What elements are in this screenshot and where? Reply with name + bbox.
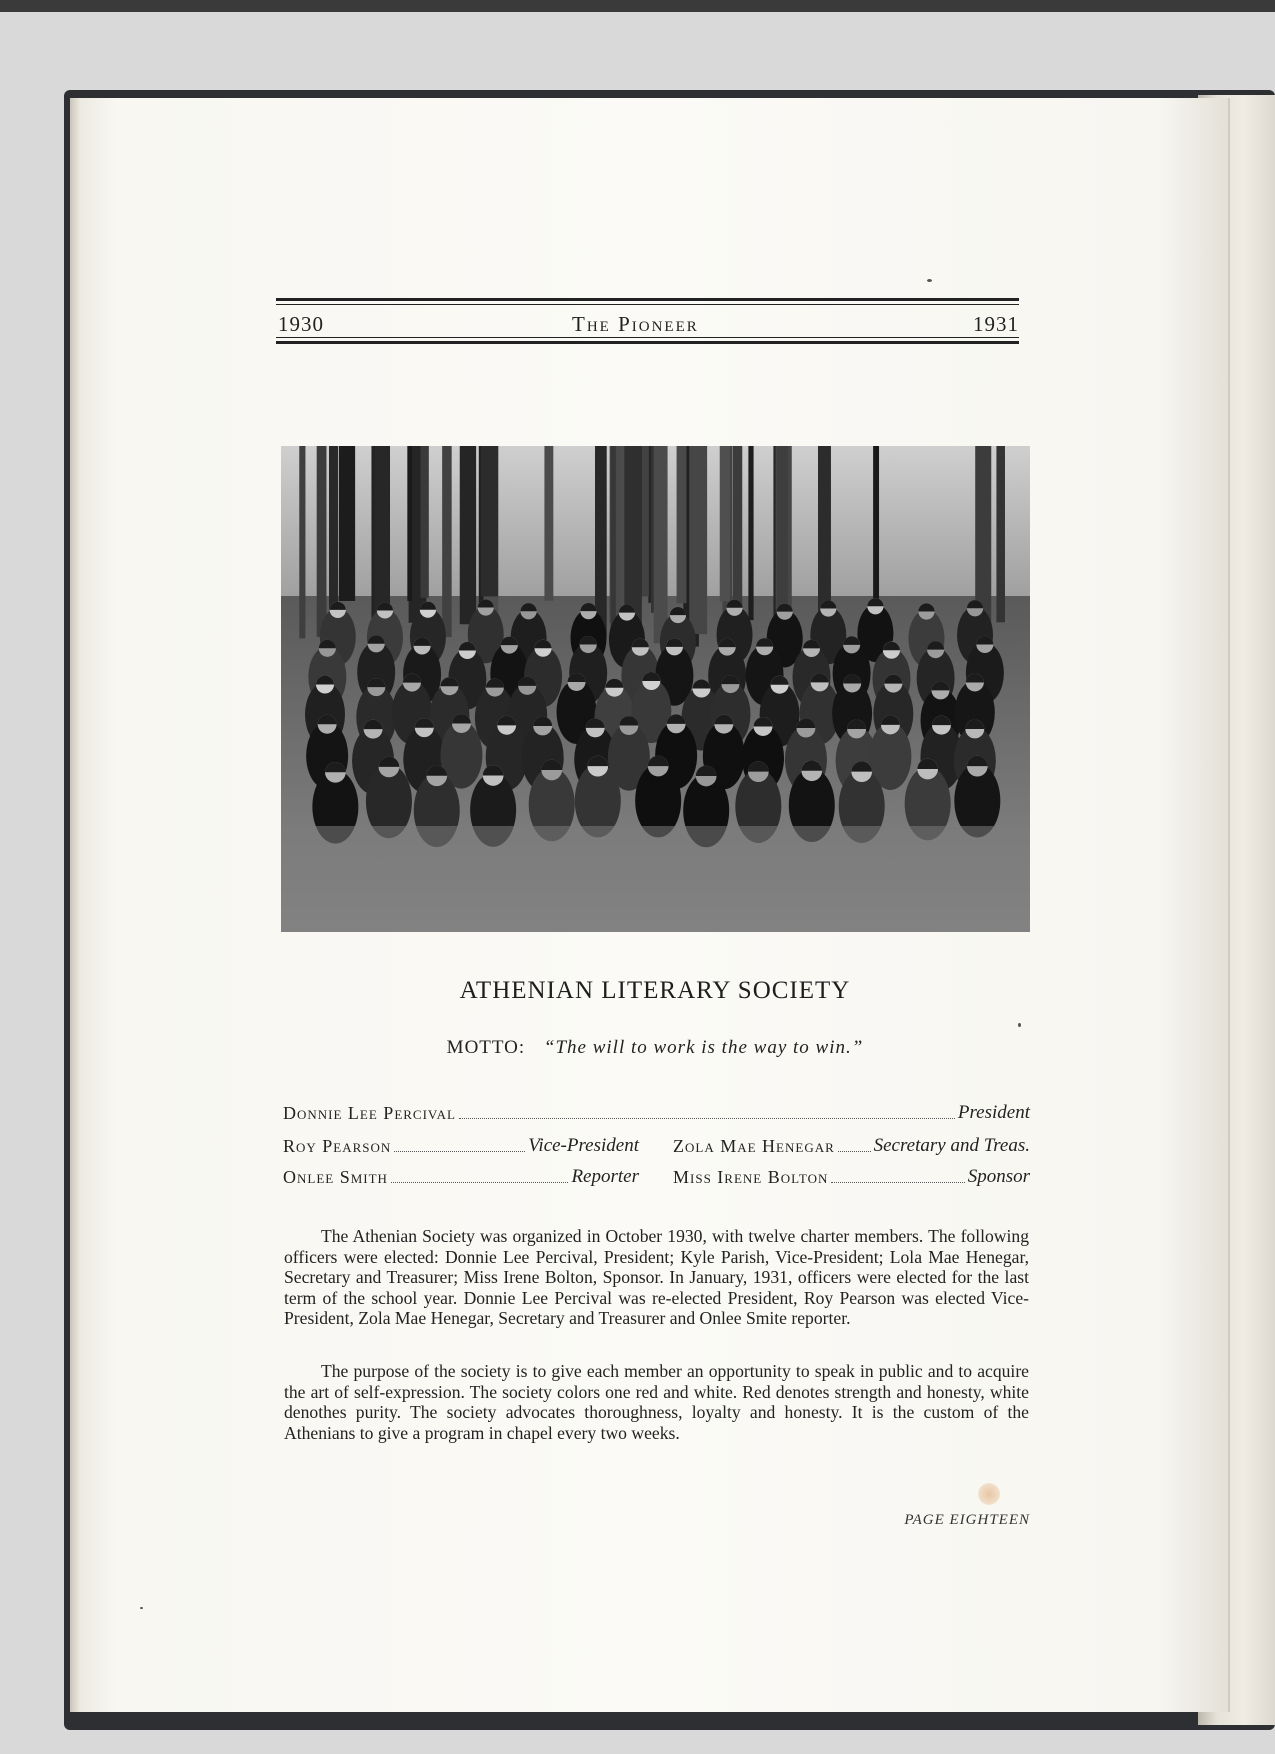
motto-label: MOTTO: xyxy=(446,1037,526,1058)
tree-trunk xyxy=(595,446,607,636)
officer-secretary xyxy=(673,1133,1030,1157)
header-year-left: 1930 xyxy=(278,312,324,336)
leader-dots xyxy=(394,1151,525,1152)
header-rule-top-2 xyxy=(276,304,1019,305)
tree-trunk xyxy=(544,446,553,601)
header-title: The Pioneer xyxy=(572,312,699,336)
group-photo xyxy=(281,446,1030,932)
society-title: ATHENIAN LITERARY SOCIETY xyxy=(459,977,851,1004)
tree-trunk xyxy=(421,446,429,598)
tree-trunk xyxy=(329,446,338,610)
officer-role: President xyxy=(957,1102,1030,1123)
group-photo-icon xyxy=(281,446,1030,932)
officer-name: Miss Irene Bolton xyxy=(673,1167,829,1187)
tree-trunk xyxy=(720,446,730,601)
page-number: PAGE EIGHTEEN xyxy=(904,1512,1030,1528)
leader-dots xyxy=(459,1118,955,1119)
page-stain xyxy=(978,1483,1000,1505)
officer-role: Vice-President xyxy=(528,1135,639,1156)
header-year-right: 1931 xyxy=(973,312,1019,336)
page-edge-shadow xyxy=(70,98,80,1712)
officer-name: Onlee Smith xyxy=(283,1167,388,1187)
motto-line xyxy=(280,1037,1030,1059)
page-speck xyxy=(927,279,932,282)
tree-trunk xyxy=(677,446,687,603)
body-paragraph-1: The Athenian Society was organized in October 1930, with twelve charter members. The following officers were elected: Donnie Lee Percival, President; Kyle Parish, Vice-President; Lola Mae Henegar, Secretary and Treasurer; Miss Irene Bolton, Sponsor. In January, 1931, officers were elected for the last term of the school year. Donnie Lee Percival was re-elected President, Roy Pearson was elected Vice-President, Zola Mae Henegar, Secretary and Treasurer and Onlee Smite reporter. xyxy=(284,1226,1029,1328)
motto-text: “The will to work is the way to win.” xyxy=(543,1037,864,1058)
tree-trunk xyxy=(996,446,1005,622)
leader-dots xyxy=(831,1182,964,1183)
officer-name: Roy Pearson xyxy=(283,1136,392,1156)
tree-trunk xyxy=(460,446,476,624)
officer-role: Secretary and Treas. xyxy=(873,1135,1030,1156)
officer-name: Donnie Lee Percival xyxy=(283,1103,456,1123)
tree-trunk xyxy=(481,446,498,596)
header-rule-bottom-1 xyxy=(276,337,1019,338)
officer-role: Sponsor xyxy=(967,1166,1030,1187)
tree-trunk xyxy=(818,446,831,612)
tree-trunk xyxy=(442,446,452,637)
page-speck xyxy=(140,1607,143,1609)
leader-dots xyxy=(838,1151,871,1152)
tree-trunk xyxy=(339,446,355,601)
officer-sponsor xyxy=(673,1164,1030,1188)
tree-trunk xyxy=(748,446,753,620)
tree-trunk xyxy=(654,446,668,643)
tree-trunk xyxy=(873,446,879,606)
tree-trunk xyxy=(407,446,412,601)
header-rule-top-1 xyxy=(276,298,1019,301)
header-rule-bottom-2 xyxy=(276,341,1019,344)
page-speck xyxy=(1018,1023,1021,1027)
body-paragraph-2: The purpose of the society is to give each member an opportunity to speak in public and to acquire the art of self-expression. The society colors one red and white. Red denotes strength and honesty, white denothes purity. The society advocates thoroughness, loyalty and honesty. It is the custom of the Athenians to give a program in chapel every two weeks. xyxy=(284,1361,1029,1443)
officer-reporter xyxy=(283,1164,639,1188)
officer-role: Reporter xyxy=(571,1166,639,1187)
officer-president xyxy=(283,1100,1030,1124)
leader-dots xyxy=(391,1182,569,1183)
tree-trunk xyxy=(689,446,707,634)
scan-border xyxy=(0,0,1275,12)
officer-vice-president xyxy=(283,1133,639,1157)
tree-trunk xyxy=(299,446,305,638)
officer-name: Zola Mae Henegar xyxy=(673,1136,835,1156)
tree-trunk xyxy=(317,446,327,637)
